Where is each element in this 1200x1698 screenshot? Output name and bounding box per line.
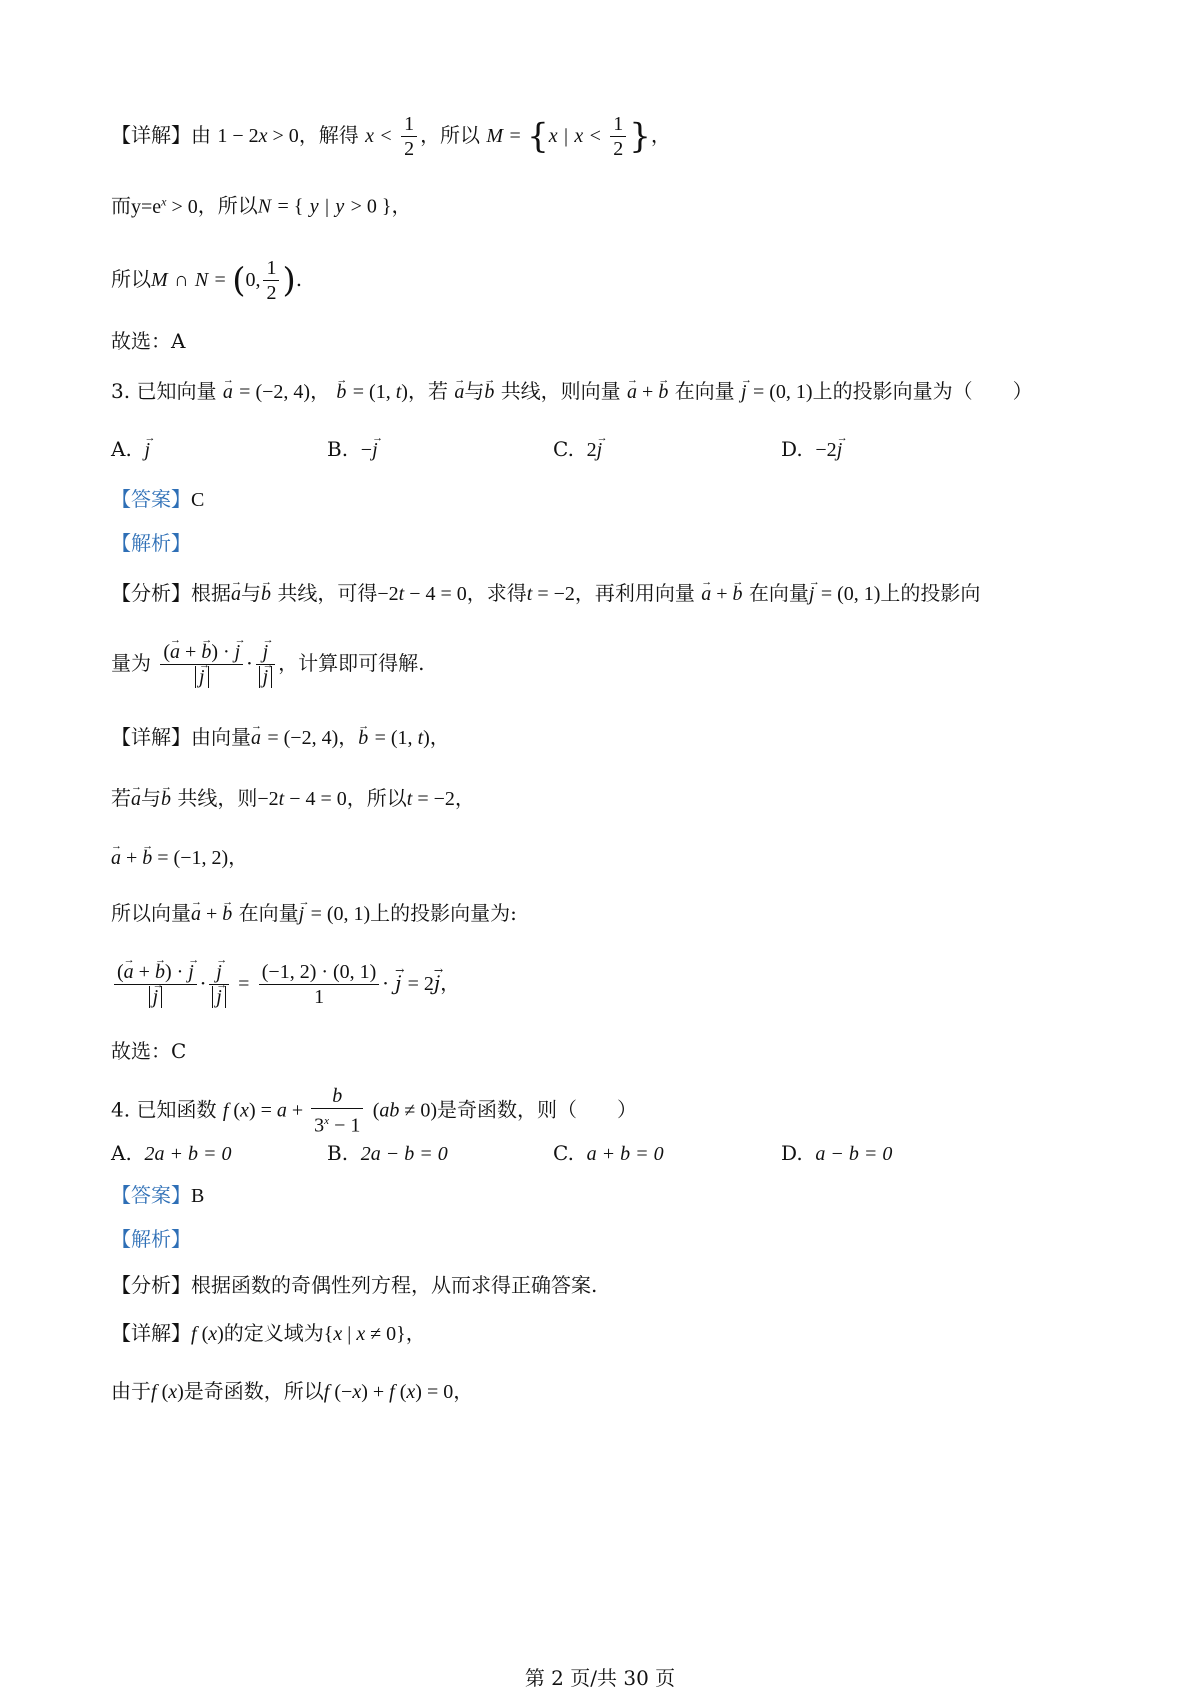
- text: 的定义域为: [223, 1321, 324, 1345]
- q3-xiangjie-2: 若→ a与→ b 共线，则−2t − 4 = 0，所以t = −2，: [111, 783, 475, 814]
- text: 共线，则: [177, 786, 258, 810]
- q4-option-c[interactable]: [553, 1138, 664, 1169]
- option-label: A.: [111, 437, 132, 461]
- answer-value: C: [191, 489, 205, 511]
- q3-fenxi-1: 【分析】根据→ a与→ b 共线，可得−2t − 4 = 0，求得t = −2，再利用向量 → a + → b 在向量→ j = (0, 1)上的投影向: [111, 578, 980, 609]
- detail-tag: 【详解】: [111, 123, 191, 147]
- q3-option-b[interactable]: B. −→ j: [327, 434, 378, 465]
- text: 【分析】: [111, 581, 191, 605]
- text: 在向量: [674, 379, 735, 403]
- text: 【详解】: [111, 725, 191, 749]
- text: 是奇函数，所以: [183, 1379, 324, 1403]
- text: 在向量: [748, 581, 809, 605]
- text: ，解得: [298, 123, 359, 147]
- page-footer: 第 2 页/共 30 页: [524, 1666, 676, 1690]
- text: 由: [191, 123, 211, 147]
- q3-stem: 3. 已知向量 → a = (−2, 4)， → b = (1, t)，若 → a与→ b 共线，则向量 → a + → b 在向量 → j = (0, 1)上的投影向量为（ ）: [111, 376, 1033, 407]
- text: 根据函数的奇偶性列方程，从而求得正确答案.: [191, 1273, 598, 1297]
- text: ，再利用向量: [574, 581, 695, 605]
- text: B: [191, 1185, 205, 1207]
- q4-option-a[interactable]: [111, 1138, 232, 1169]
- q3-xiangjie-4: 所以向量→ a + → b 在向量→ j = (0, 1)上的投影向量为:: [111, 898, 517, 929]
- detail-line-1: 【详解】由 1 − 2x > 0，解得 x < $\frac{1}{2}$ ，所以 M = {x | x < $\frac{1}{2}$ }，: [111, 113, 671, 160]
- text: a + b = 0: [586, 1143, 664, 1165]
- q3-option-a[interactable]: A. → j: [111, 434, 150, 465]
- q4-option-d[interactable]: [781, 1138, 892, 1169]
- text: 4. 已知函数: [111, 1097, 217, 1122]
- answer-tag: 【答案】: [111, 487, 191, 511]
- text: ，求得: [466, 581, 527, 605]
- q3-xiangjie-1: 【详解】由向量→ a = (−2, 4)，→ b = (1, t)，: [111, 722, 450, 753]
- text: ，计算即可得解.: [278, 651, 425, 675]
- q4-analysis-tag: 【解析】: [111, 1227, 191, 1251]
- answer-line-q2: 故选：A: [111, 329, 186, 353]
- q3-choose: 故选：C: [111, 1039, 187, 1063]
- q4-stem: 4. 已知函数 f (x) = a + $\frac{b}{3^x - 1}$ (ab ≠ 0)是奇函数，则（ ）: [111, 1085, 638, 1137]
- text: 3. 已知向量: [111, 379, 217, 403]
- text: 2a − b = 0: [360, 1143, 448, 1165]
- q3-xiangjie-3: → a + → b = (−1, 2)，: [111, 842, 248, 873]
- text: ，: [310, 379, 331, 403]
- text: 与: [464, 379, 485, 403]
- option-label: B.: [327, 437, 349, 461]
- text: 所以向量: [111, 901, 191, 925]
- q3-option-c[interactable]: C. 2→ j: [553, 434, 602, 465]
- text: D.: [781, 1141, 803, 1165]
- text: A.: [111, 1141, 132, 1165]
- q3-xiangjie-5: (→ a + → b) · → j → j · → j → j = $\frac{(-1, 2) \cdot (0, 1)}{1}$ · → j = 2→ j，: [111, 960, 460, 1009]
- text: 【答案】: [111, 1183, 191, 1207]
- q4-answer: [111, 1180, 204, 1211]
- text: 由向量: [191, 725, 251, 749]
- math-x: x: [365, 125, 375, 147]
- text: 所以: [111, 267, 151, 291]
- q4-xiangjie-2: 由于f (x)是奇函数，所以f (−x) + f (x) = 0，: [111, 1379, 474, 1403]
- text: ，: [391, 193, 412, 218]
- fraction-half-2: $\frac{1}{2}$: [610, 112, 626, 161]
- text: 共线，可得: [277, 581, 378, 605]
- text: 与: [241, 581, 261, 605]
- q3-analysis-tag: 【解析】: [111, 531, 191, 555]
- text: 共线，则向量: [500, 379, 621, 403]
- text: 上的投影向量为（ ）: [812, 379, 1033, 403]
- text: a − b = 0: [815, 1143, 893, 1165]
- math-inequality: 1 − 2x > 0: [217, 125, 299, 147]
- option-label: C.: [553, 437, 574, 461]
- q3-answer: [111, 484, 204, 515]
- text: 若: [111, 786, 131, 810]
- text: ，若: [407, 379, 448, 403]
- q3-options: [111, 434, 1011, 464]
- q3-option-d[interactable]: D. −2→ j: [781, 434, 842, 465]
- q4-options: [111, 1138, 1011, 1168]
- text: 上的投影向量为:: [370, 901, 517, 925]
- option-label: D.: [781, 437, 803, 461]
- q4-fenxi: [111, 1270, 597, 1300]
- text: 在向量: [238, 901, 299, 925]
- text: 2a + b = 0: [144, 1143, 232, 1165]
- text: ，所以: [420, 123, 481, 147]
- text: 量为: [111, 651, 151, 675]
- text: 由于: [111, 1379, 151, 1403]
- text: ，所以: [346, 786, 407, 810]
- text: 与: [141, 786, 161, 810]
- text: 是奇函数，则（ ）: [437, 1097, 638, 1122]
- q4-xiangjie-1: 【详解】f (x)的定义域为{x | x ≠ 0}，: [111, 1321, 426, 1345]
- text: 上的投影向: [880, 581, 981, 605]
- q4-option-b[interactable]: [327, 1138, 448, 1169]
- set-m: M: [486, 125, 504, 147]
- fraction-half: $\frac{1}{2}$: [401, 112, 417, 161]
- text: B.: [327, 1141, 349, 1165]
- text: 而: [111, 193, 131, 218]
- text: 根据: [191, 581, 231, 605]
- detail-line-2: 而$y=e^x > 0$，所以N = { y | y > 0 }，: [111, 193, 412, 218]
- text: C.: [553, 1141, 574, 1165]
- text: ，所以: [197, 193, 258, 218]
- text: 【分析】: [111, 1273, 191, 1297]
- text: 【详解】: [111, 1321, 191, 1345]
- q3-fenxi-2: 量为 (→ a + → b) · → j → j · → j → j ，计算即可得解.: [111, 640, 424, 689]
- detail-line-3: 所以M ∩ N = (0, $\frac{1}{2}$ ).: [111, 257, 303, 304]
